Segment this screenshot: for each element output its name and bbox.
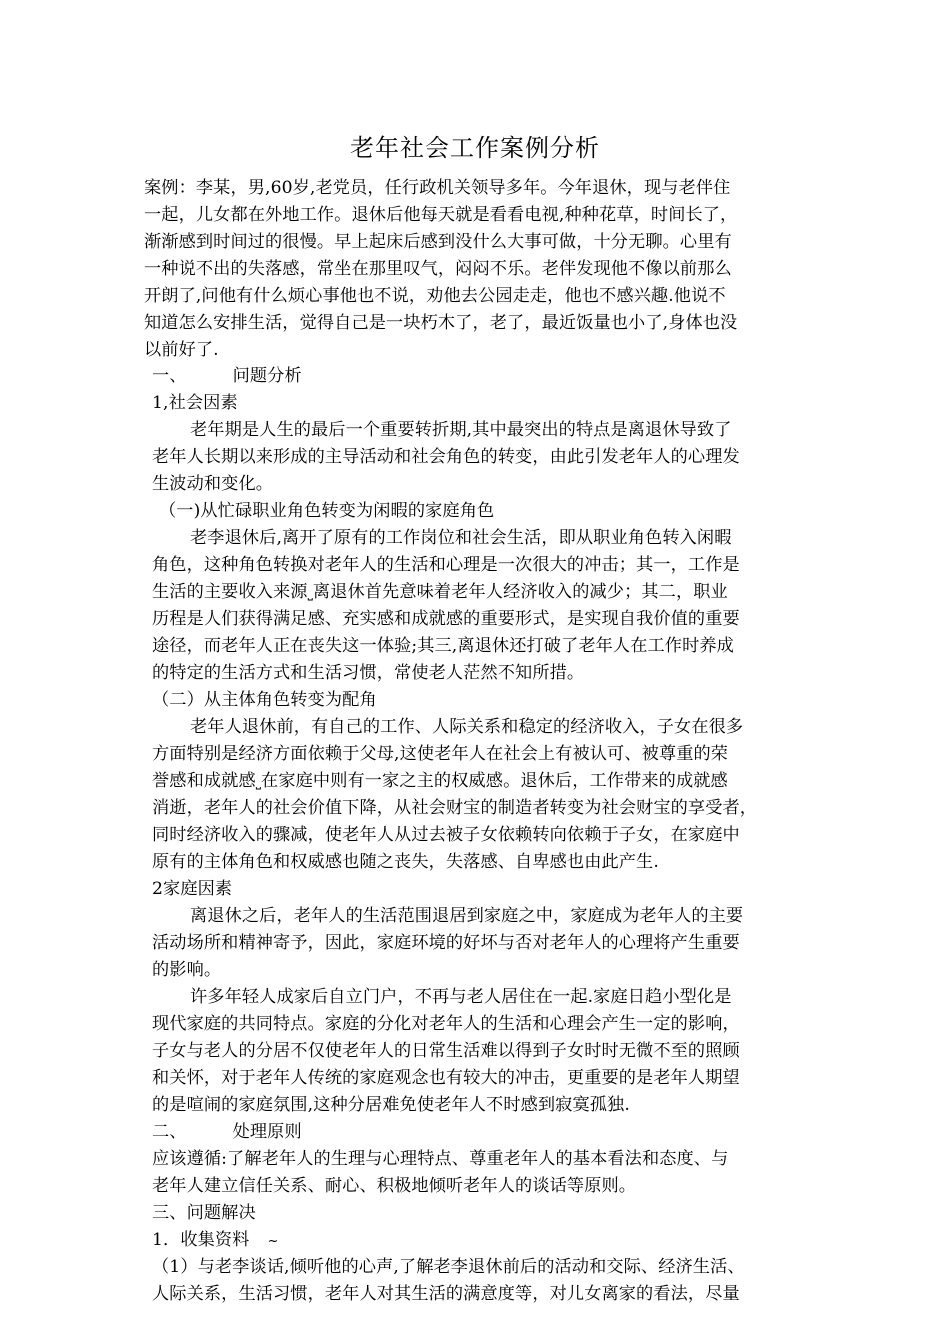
case-line: 开朗了,问他有什么烦心事他也不说，劝他去公园走走，他也不感兴趣.他说不 <box>144 286 726 306</box>
text-run: 离退休首先意味着老年人经济收入的减少；其二，职业 <box>312 582 728 602</box>
text-run: 生活的主要收入来源 <box>152 582 308 602</box>
subheading: （二）从主体角色转变为配角 <box>152 690 377 710</box>
case-line: 以前好了. <box>144 340 219 360</box>
paragraph-line: 历程是人们获得满足感、充实感和成就感的重要形式，是实现自我价值的重要 <box>152 609 740 629</box>
paragraph-line: （1）与老李谈话,倾听他的心声,了解老李退休前后的活动和交际、经济生活、 <box>152 1257 745 1277</box>
section-title: 问题分析 <box>232 366 302 386</box>
section-heading-2 <box>152 1119 302 1145</box>
subheading <box>152 1227 278 1255</box>
paragraph-line: 方面特别是经济方面依赖于父母,这使老年人在社会上有被认可、被尊重的荣 <box>152 744 729 764</box>
section-heading-1 <box>152 363 302 389</box>
case-line: 一起，儿女都在外地工作。退休后他每天就是看看电视,种种花草，时间长了， <box>144 205 738 225</box>
paragraph-line: 应该遵循:了解老年人的生理与心理特点、尊重老年人的基本看法和态度、与 <box>152 1149 729 1169</box>
paragraph-line: 的影响。 <box>152 960 222 980</box>
case-line: 知道怎么安排生活，觉得自己是一块朽木了，老了，最近饭量也小了,身体也没 <box>144 313 738 333</box>
document-title: 老年社会工作案例分析 <box>350 134 600 162</box>
paragraph-line: 许多年轻人成家后自立门户，不再与老人居住在一起.家庭日趋小型化是 <box>190 987 732 1007</box>
section-number: 二、 <box>152 1122 187 1142</box>
paragraph-line: 老年人建立信任关系、耐心、积极地倾听老年人的谈话等原则。 <box>152 1176 637 1196</box>
case-line: 一种说不出的失落感，常坐在那里叹气，闷闷不乐。老伴发现他不像以前那么 <box>144 259 732 279</box>
paragraph-line: 原有的主体角色和权威感也随之丧失，失落感、自卑感也由此产生. <box>152 852 659 872</box>
section-number: 一、 <box>152 366 187 386</box>
paragraph-line: 子女与老人的分居不仅使老年人的日常生活难以得到子女时时无微不至的照顾 <box>152 1041 740 1061</box>
paragraph-line: 人际关系，生活习惯，老年人对其生活的满意度等，对儿女离家的看法，尽量 <box>152 1284 740 1304</box>
paragraph-line: 同时经济收入的骤减，使老年人从过去被子女依赖转向依赖于子女，在家庭中 <box>152 825 740 845</box>
paragraph-line: 老年期是人生的最后一个重要转折期,其中最突出的特点是离退休导致了 <box>190 420 732 440</box>
paragraph-line: 消逝，老年人的社会价值下降，从社会财宝的制造者转变为社会财宝的享受者， <box>152 798 758 818</box>
paragraph-line: 现代家庭的共同特点。家庭的分化对老年人的生活和心理会产生一定的影响， <box>152 1014 740 1034</box>
paragraph-line: 的是喧闹的家庭氛围,这种分居难免使老年人不时感到寂寞孤独. <box>152 1095 630 1115</box>
paragraph-line: 活动场所和精神寄予，因此，家庭环境的好坏与否对老年人的心理将产生重要 <box>152 933 740 953</box>
paragraph-line: 途径，而老年人正在丧失这一体验;其三,离退休还打破了老年人在工作时养成 <box>152 636 734 656</box>
paragraph-line: 老年人长期以来形成的主导活动和社会角色的转变，由此引发老年人的心理发 <box>152 447 740 467</box>
line-break-mark: ⎵ <box>255 775 262 790</box>
subheading: （一)从忙碌职业角色转变为闲暇的家庭角色 <box>159 501 495 521</box>
subheading: 1,社会因素 <box>152 393 238 413</box>
stray-mark: ~ <box>267 1234 279 1249</box>
paragraph-line: 角色，这种角色转换对老年人的生活和心理是一次很大的冲击；其一，工作是 <box>152 555 740 575</box>
paragraph-line: 老年人退休前，有自己的工作、人际关系和稳定的经济收入，子女在很多 <box>190 717 744 737</box>
paragraph-line <box>152 579 728 607</box>
paragraph-line: 离退休之后，老年人的生活范围退居到家庭之中，家庭成为老年人的主要 <box>190 906 744 926</box>
text-run: 在家庭中则有一家之主的权威感。退休后，工作带来的成就感 <box>261 771 728 791</box>
paragraph-line: 的特定的生活方式和生活习惯，常使老人茫然不知所措。 <box>152 663 585 683</box>
subheading: 2家庭因素 <box>152 879 233 899</box>
paragraph-line: 生波动和变化。 <box>152 474 274 494</box>
case-line: 案例：李某，男,60岁,老党员，任行政机关领导多年。今年退休，现与老伴住 <box>144 178 731 198</box>
text-run: 誉感和成就感 <box>152 771 256 791</box>
text-run: 1．收集资料 <box>152 1230 250 1250</box>
paragraph-line <box>152 768 728 796</box>
section-title: 处理原则 <box>232 1122 302 1142</box>
section-heading-3: 三、问题解决 <box>152 1203 256 1223</box>
line-break-mark: ⎵ <box>307 586 313 601</box>
paragraph-line: 老李退休后,离开了原有的工作岗位和社会生活，即从职业角色转入闲暇 <box>190 528 732 548</box>
case-line: 渐渐感到时间过的很慢。早上起床后感到没什么大事可做，十分无聊。心里有 <box>144 232 732 252</box>
paragraph-line: 和关怀，对于老年人传统的家庭观念也有较大的冲击，更重要的是老年人期望 <box>152 1068 740 1088</box>
